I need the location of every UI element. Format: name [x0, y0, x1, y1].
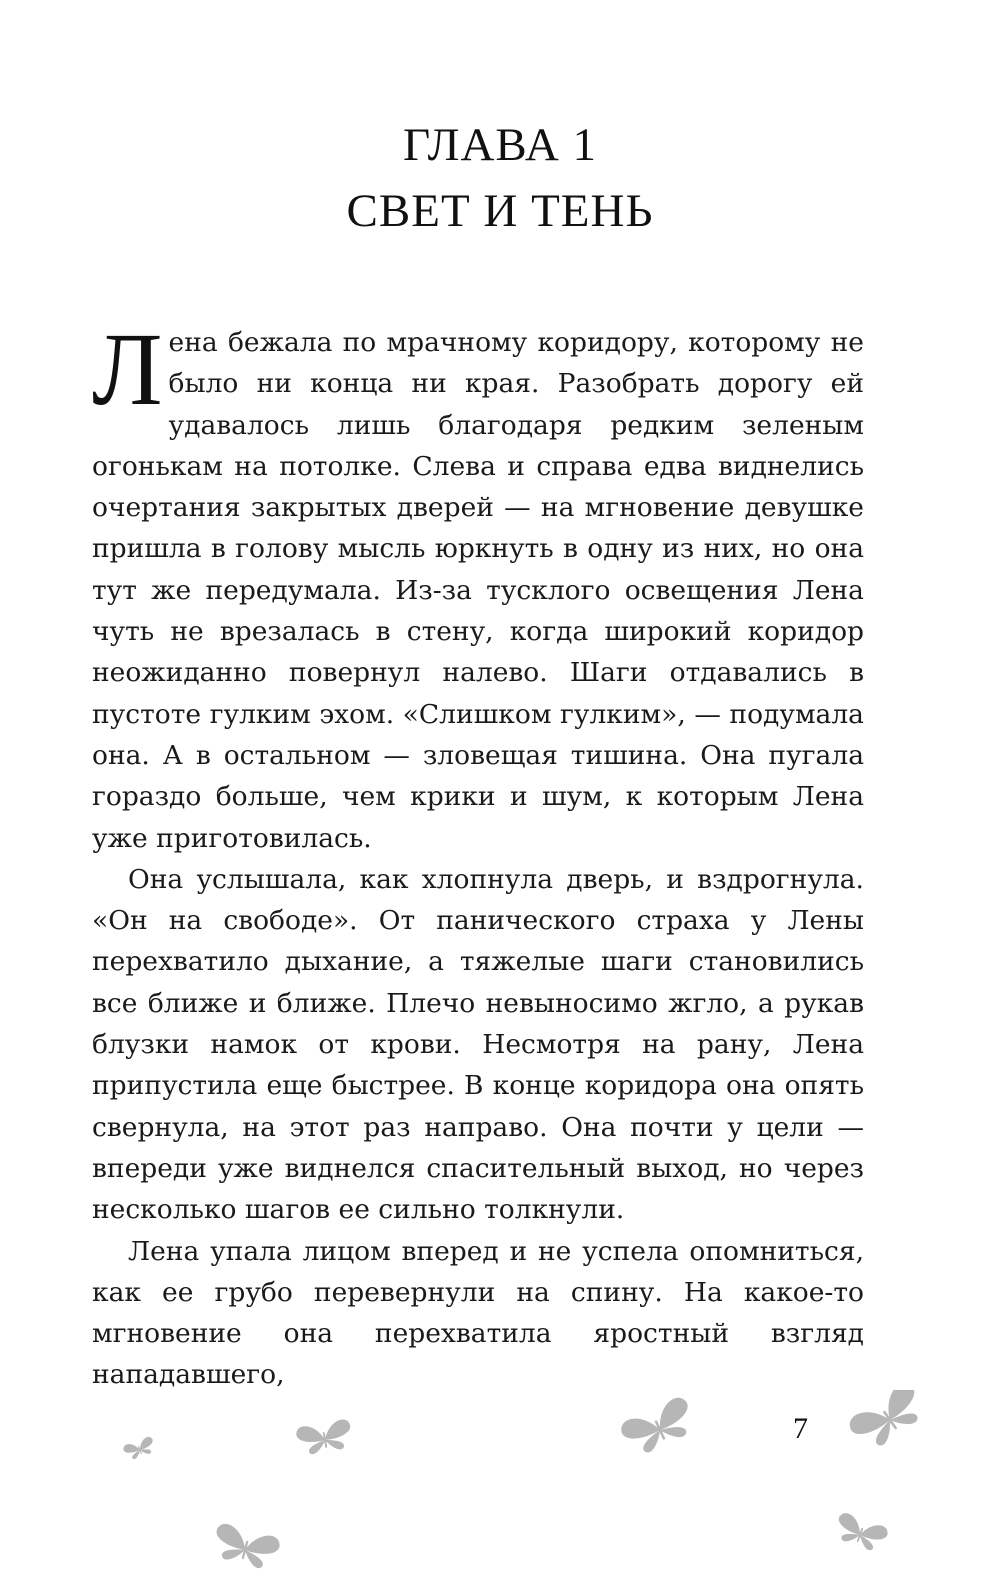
chapter-body	[92, 312, 864, 1396]
drop-cap: Л	[92, 312, 163, 427]
butterfly-decoration	[0, 1390, 1000, 1590]
paragraph-1	[92, 312, 864, 859]
paragraph-3: Лена упала лицом вперед и не успела опомниться, как ее грубо перевернули на спину. На какое-то мгновение она перехватила яростный взгляд нападавшего,	[92, 1235, 864, 1391]
page-number: 7	[793, 1412, 808, 1445]
butterfly-icon	[846, 1390, 931, 1455]
paragraph-1-text: ена бежала по мрачному коридору, которому не было ни конца ни края. Разобрать дорогу ей удавалось лишь благодаря редким зеленым огонькам на потолке. Слева и справа едва виднелись очертания закрытых дверей — на мгновение девушке пришла в голову мысль юркнуть в одну из них, но она тут же передумала. Из-за тусклого освещения Лена чуть не врезалась в стену, когда широкий коридор неожиданно повернул налево. Шаги отдавались в пустоте гулким эхом. «Слишком гулким», — подумала она. А в остальном — зловещая тишина. Она пугала гораздо больше, чем крики и шум, к которым Лена уже приготовилась.	[92, 327, 864, 854]
chapter-title: СВЕТ И ТЕНЬ	[346, 185, 654, 237]
butterfly-icon	[122, 1436, 156, 1462]
paragraph-2: Она услышала, как хлопнула дверь, и вздрогнула. «Он на свободе». От панического страха у Лены перехватило дыхание, а тяжелые шаги становились все ближе и ближе. Плечо невыносимо жгло, а рукав блузки намок от крови. Несмотря на рану, Лена припустила еще быстрее. В конце коридора она опять свернула, на этот раз направо. Она почти у цели — впереди уже виднелся спасительный выход, но через несколько шагов ее сильно толкнули.	[92, 863, 864, 1226]
butterfly-icon	[210, 1522, 282, 1572]
chapter-number: ГЛАВА 1	[402, 119, 598, 171]
chapter-heading	[0, 112, 1000, 244]
butterfly-icon	[832, 1511, 889, 1554]
butterfly-icon	[618, 1394, 699, 1459]
butterfly-icon	[295, 1418, 354, 1456]
